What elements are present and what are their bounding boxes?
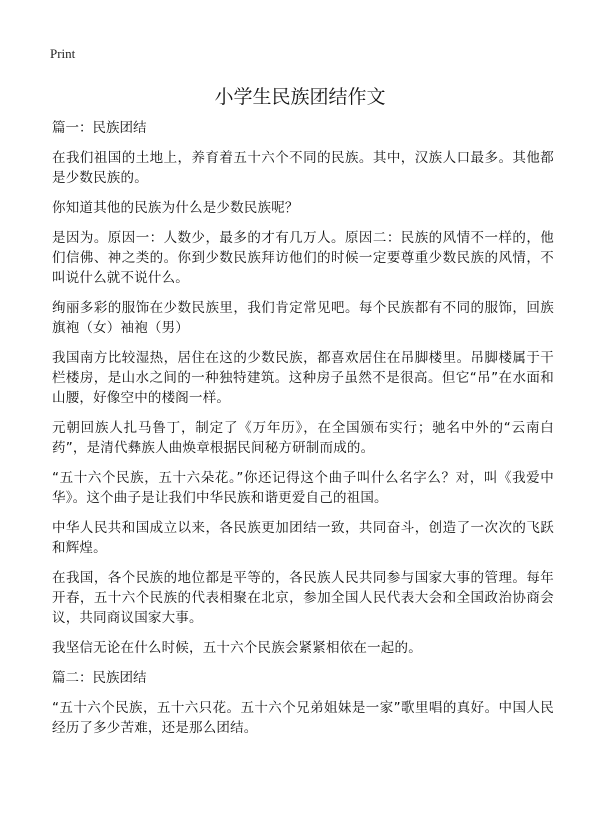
paragraph: 中华人民共和国成立以来，各民族更加团结一致，共同奋斗，创造了一次次的飞跃和辉煌。 [52,520,554,556]
paragraph: “五十六个民族，五十六只花。五十六个兄弟姐妹是一家”歌里唱的真好。中国人民经历了多少苦难，还是那么团结。 [52,700,554,736]
paragraph: 在我们祖国的土地上，养育着五十六个不同的民族。其中，汉族人口最多。其他都是少数民族的。 [52,150,554,186]
article-body [52,118,554,748]
paragraph: 绚丽多彩的服饰在少数民族里，我们肯定常见吧。每个民族都有不同的服饰，回族旗袍（女）袖袍（男） [52,300,554,336]
paragraph: “五十六个民族，五十六朵花。”你还记得这个曲子叫什么名字么？对，叫《我爱中华》。这个曲子是让我们中华民族和谐更爱自己的祖国。 [52,470,554,506]
section-heading-1: 篇一：民族团结 [52,120,147,136]
section-heading-2: 篇二：民族团结 [52,670,147,686]
paragraph: 在我国，各个民族的地位都是平等的，各民族人民共同参与国家大事的管理。每年开春，五十六个民族的代表相聚在北京，参加全国人民代表大会和全国政治协商会议，共同商议国家大事。 [52,570,554,626]
paragraph: 元朝回族人扎马鲁丁，制定了《万年历》，在全国颁布实行；驰名中外的“云南白药”，是清代彝族人曲焕章根据民间秘方研制而成的。 [52,420,554,456]
paragraph: 是因为。原因一：人数少，最多的才有几万人。原因二：民族的风情不一样的，他们信佛、神之类的。你到少数民族拜访他们的时候一定要尊重少数民族的风情，不叫说什么就不说什么。 [52,230,554,286]
paragraph: 我国南方比较湿热，居住在这的少数民族，都喜欢居住在吊脚楼里。吊脚楼属于干栏楼房，是山水之间的一种独特建筑。这种房子虽然不是很高。但它“吊”在水面和山腰，好像空中的楼阁一样。 [52,350,554,406]
print-link[interactable]: Print [50,46,76,61]
page-title: 小学生民族团结作文 [214,86,386,108]
paragraph: 你知道其他的民族为什么是少数民族呢？ [52,200,299,216]
paragraph: 我坚信无论在什么时候，五十六个民族会紧紧相依在一起的。 [52,640,422,656]
